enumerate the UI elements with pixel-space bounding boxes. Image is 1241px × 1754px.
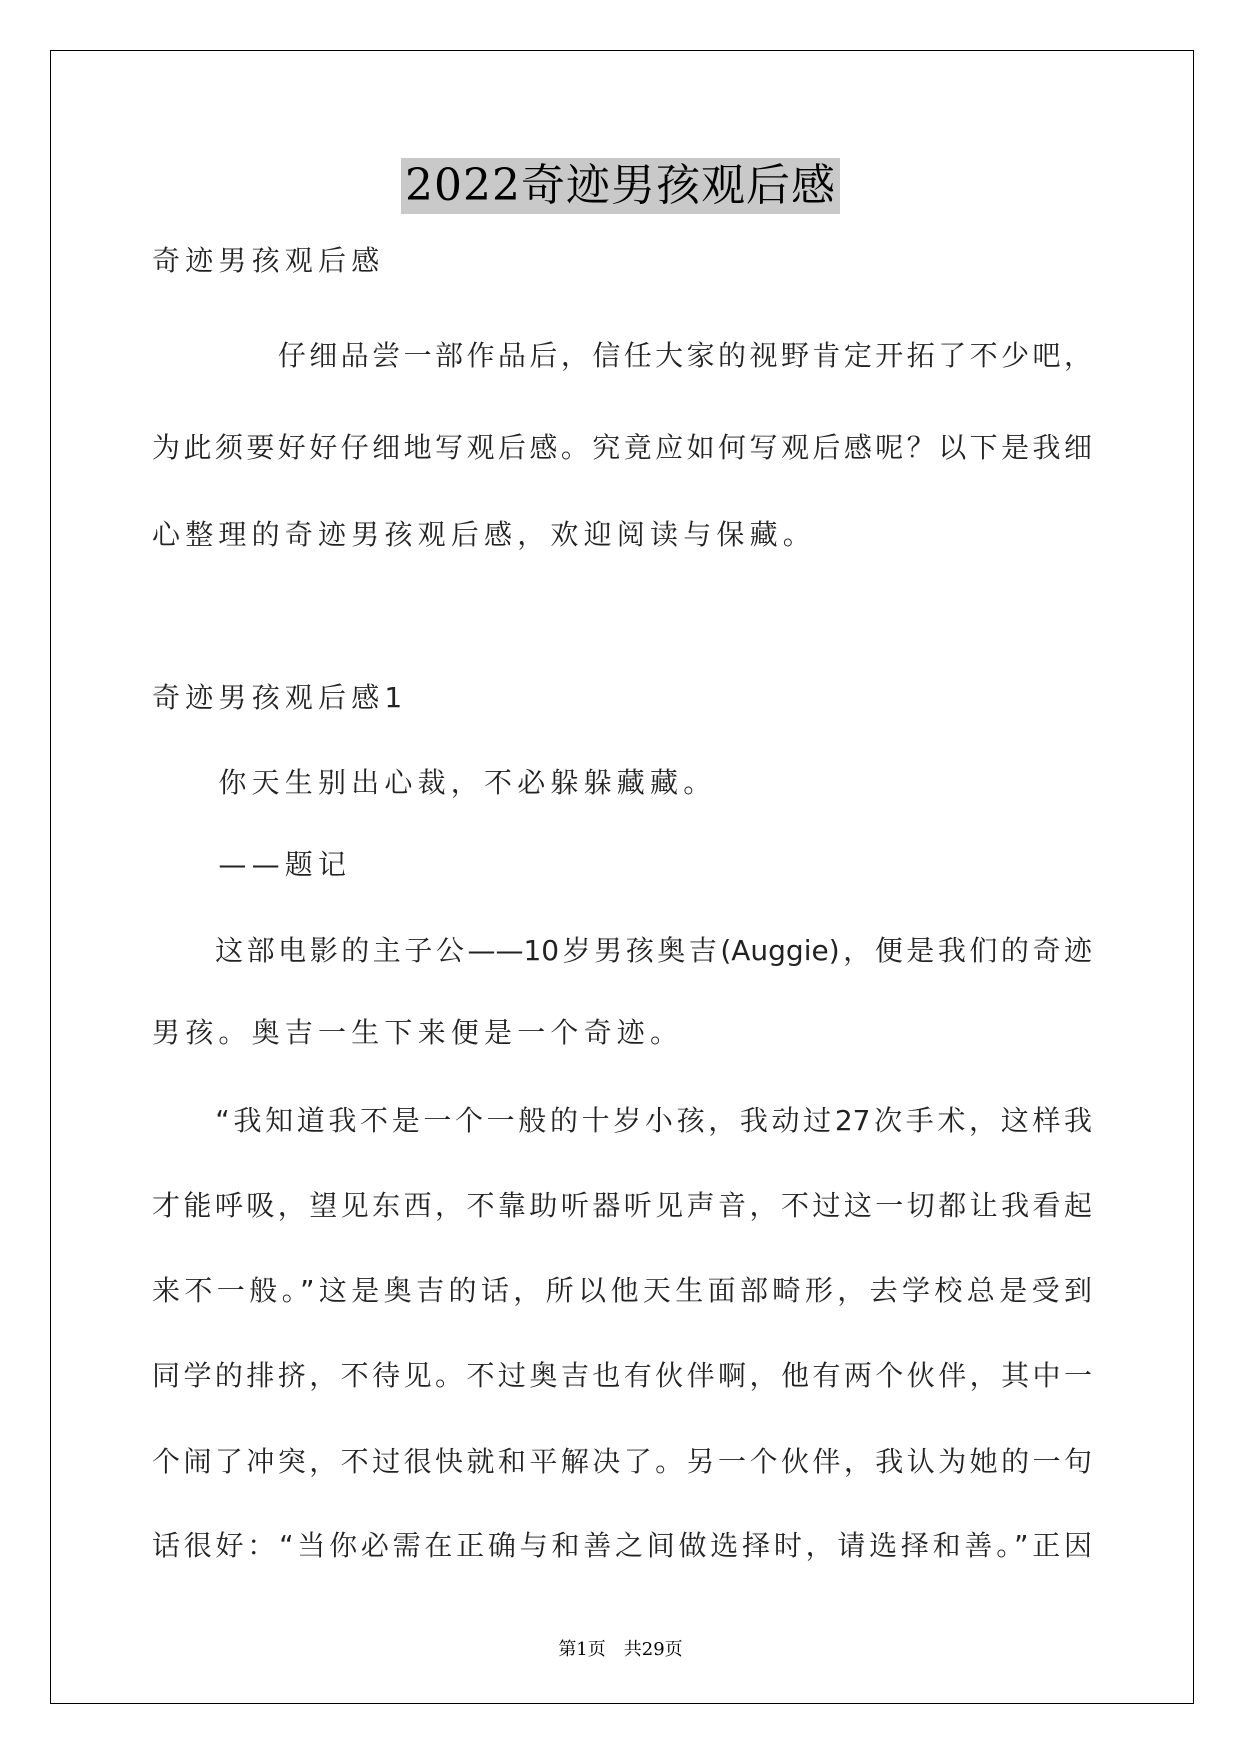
text-line: 同学的排挤，不待见。不过奥吉也有伙伴啊，他有两个伙伴，其中一 xyxy=(152,1359,1092,1392)
text-line: “我知道我不是一个一般的十岁小孩，我动过27次手术，这样我 xyxy=(152,1104,1092,1137)
text-line: 仔细品尝一部作品后，信任大家的视野肯定开拓了不少吧， xyxy=(152,339,1092,372)
text-line: 为此须要好好仔细地写观后感。究竟应如何写观后感呢？以下是我细 xyxy=(152,431,1092,464)
text-line: 奇迹男孩观后感1 xyxy=(152,681,408,714)
text-line: 来不一般。”这是奥吉的话，所以他天生面部畸形，去学校总是受到 xyxy=(152,1274,1092,1307)
text-line: 奇迹男孩观后感 xyxy=(152,244,385,277)
text-line: 你天生别出心裁，不必躲躲藏藏。 xyxy=(152,766,717,799)
text-line: 心整理的奇迹男孩观后感，欢迎阅读与保藏。 xyxy=(152,518,817,551)
text-line: 话很好：“当你必需在正确与和善之间做选择时，请选择和善。”正因 xyxy=(152,1529,1092,1562)
document-title: 2022奇迹男孩观后感 xyxy=(401,158,840,214)
text-line: 男孩。奥吉一生下来便是一个奇迹。 xyxy=(152,1016,684,1049)
document-title-wrap xyxy=(0,158,1241,214)
text-line: 个闹了冲突，不过很快就和平解决了。另一个伙伴，我认为她的一句 xyxy=(152,1445,1092,1478)
text-line: ——题记 xyxy=(152,848,352,881)
page-number-footer: 第1页 共29页 xyxy=(558,1639,683,1660)
text-line: 才能呼吸，望见东西，不靠助听器听见声音，不过这一切都让我看起 xyxy=(152,1189,1092,1222)
text-line: 这部电影的主子公——10岁男孩奥吉(Auggie)，便是我们的奇迹 xyxy=(152,934,1092,967)
